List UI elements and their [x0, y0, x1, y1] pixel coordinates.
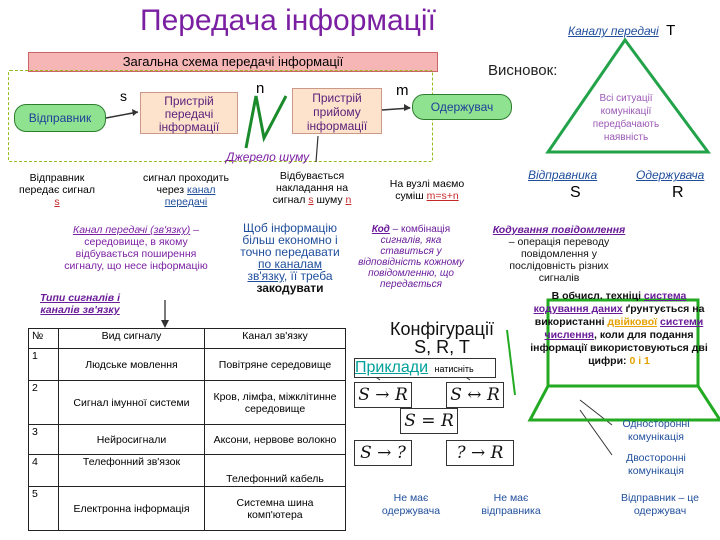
coding-def-line2: повідомлення у	[520, 248, 598, 260]
table-arrowhead	[161, 320, 169, 328]
sender-label: Відправник	[28, 111, 92, 125]
receiver-label: Одержувач	[430, 100, 494, 114]
triangle-s: S	[570, 184, 581, 201]
config-title	[382, 320, 502, 356]
step1-line1: Відправник	[29, 172, 85, 184]
click-hint: натисніть	[434, 364, 474, 374]
table-header-row	[29, 329, 346, 349]
step1-line2	[16, 184, 98, 208]
table-row	[29, 349, 346, 381]
transmitter-label: Пристрій передачі інформації	[158, 94, 220, 134]
step4-formula: m=s+n	[426, 190, 459, 202]
noise-label: Джерело шуму	[226, 150, 310, 164]
code-def-dash: – комбінація	[389, 224, 451, 235]
encode-line5-rest: , її треба	[283, 269, 333, 283]
config-green-line	[507, 330, 515, 395]
coding-def-line1: – операція переводу	[508, 236, 610, 248]
table-row	[29, 487, 346, 531]
symbol-t: T	[666, 22, 676, 39]
triangle-receiver: Одержувача	[636, 168, 705, 182]
channel-def-line4: сигналу, що несе інформацію	[64, 260, 208, 272]
table-row	[29, 425, 346, 455]
formula-q-to-r[interactable]: ? → R	[446, 440, 514, 466]
subtitle-text: Загальна схема передачі інформації	[122, 54, 344, 69]
signal-types-title: Типи сигналів і каналів зв'язку	[40, 292, 120, 316]
channel-link[interactable]: канал	[187, 184, 216, 196]
formula-s-both-r[interactable]: S ↔ R	[446, 382, 504, 408]
code-def-line1	[348, 224, 474, 235]
channel-def-dash: –	[190, 224, 199, 236]
header-channel: Канал зв'язку	[205, 329, 346, 349]
triangle-r: R	[672, 184, 684, 201]
step4-line2	[376, 190, 478, 202]
encode-line6: закодувати	[256, 281, 324, 295]
formula-s-to-q[interactable]: S → ?	[354, 440, 412, 466]
ct-p1: В обчисл. техніці	[551, 290, 644, 302]
step2-line1: сигнал проходить	[143, 172, 229, 184]
row-signal: Електронна інформація	[59, 487, 205, 531]
config-subtitle: S, R, T	[414, 337, 470, 357]
receiver-device-label: Пристрій прийому інформації	[306, 91, 368, 133]
encode-line1: Щоб інформацію	[242, 221, 338, 235]
step3-s: s	[308, 194, 314, 206]
row-num: 4	[29, 455, 59, 487]
code-def-line5: повідомленню, що	[368, 268, 454, 279]
symbol-s: s	[120, 88, 127, 104]
step3-mid: шуму	[313, 194, 346, 206]
row-num: 5	[29, 487, 59, 531]
symbol-n: n	[256, 80, 265, 97]
row-num: 3	[29, 425, 59, 455]
channel-def-title: Канал передачі (зв'язку)	[73, 224, 191, 236]
page-title: Передача інформації	[140, 4, 436, 37]
code-term: Код	[371, 224, 390, 235]
row-signal: Людське мовлення	[59, 349, 205, 381]
row-channel: Кров, лімфа, міжклітинне середовище	[205, 381, 346, 425]
examples-button[interactable]	[354, 358, 496, 378]
channel-label: Каналу передачі	[568, 24, 659, 38]
row-channel: Телефонний кабель	[205, 455, 346, 487]
code-def-line6: передається	[379, 279, 443, 290]
code-def-line4: відповідність кожному	[358, 257, 464, 268]
row-signal: Сигнал імунної системи	[59, 381, 205, 425]
code-def-line3: ставиться у	[380, 246, 442, 257]
channel-def-line1	[48, 224, 224, 236]
channel-definition	[48, 224, 224, 272]
encode-line2: більш економно і	[242, 233, 338, 247]
row-channel: Аксони, нервове волокно	[205, 425, 346, 455]
step3-line2: накладання на	[275, 182, 349, 194]
code-definition	[348, 224, 474, 290]
row-num: 1	[29, 349, 59, 381]
step-3	[262, 170, 362, 206]
row-channel: Повітряне середовище	[205, 349, 346, 381]
triangle-note: Всі ситуації комунікації передбачають наявність	[592, 93, 660, 143]
connection-link[interactable]: зв'язку	[247, 269, 284, 283]
step3-line3	[262, 194, 362, 206]
lightning-icon	[246, 96, 286, 148]
row-signal: Телефонний зв'язок	[59, 455, 205, 487]
row-signal: Нейросигнали	[59, 425, 205, 455]
header-num: №	[29, 329, 59, 349]
arrowhead-1	[132, 109, 138, 116]
coding-def-line3: послідовність різних	[509, 260, 609, 272]
arrowhead-2	[404, 104, 411, 111]
one-way-comm: Односторонні комунікація	[622, 418, 690, 443]
no-receiver-text: Не має одержувача	[381, 492, 441, 517]
step-2	[136, 172, 236, 208]
encode-text	[228, 222, 352, 294]
triangle-sender: Відправника	[528, 168, 598, 182]
noise-arrow	[316, 136, 318, 162]
same-text: Відправник – це одержувач	[620, 492, 700, 517]
coding-def-line4: сигналів	[538, 272, 580, 284]
row-channel: Системна шина комп'ютера	[205, 487, 346, 531]
step2-line3[interactable]: передачі	[164, 196, 208, 208]
table-row	[29, 455, 346, 487]
step3-line1: Відбувається	[279, 170, 345, 182]
channel-def-line3: відбувається поширення	[75, 248, 197, 260]
computer-tech-text	[526, 290, 712, 368]
encode-line3: точно передавати	[240, 245, 340, 259]
ct-number-system-link[interactable]: системи числення	[544, 316, 704, 341]
ct-system[interactable]: система	[643, 290, 687, 302]
step2-line2	[136, 184, 236, 196]
step4-line1: На вузлі маємо	[389, 178, 465, 190]
step1-symbol: s	[54, 196, 60, 208]
step-1	[16, 172, 98, 208]
symbol-m: m	[396, 82, 409, 99]
two-way-comm: Двосторонні комунікація	[626, 452, 686, 477]
ct-coding-link[interactable]: кодування даних	[533, 303, 623, 315]
no-sender-text: Не має відправника	[481, 492, 541, 517]
step2-prefix: через	[156, 184, 188, 196]
step3-prefix: сигнал	[272, 194, 309, 206]
coding-term: Кодування повідомлення	[492, 224, 626, 236]
formula-s-eq-r[interactable]: S = R	[400, 408, 458, 434]
channel-def-line2: середовище, в якому	[84, 236, 188, 248]
step3-n: n	[345, 194, 352, 206]
row-num: 2	[29, 381, 59, 425]
header-signal: Вид сигналу	[59, 329, 205, 349]
ct-digits: 0 і 1	[629, 355, 650, 367]
step1-prefix: передає сигнал	[19, 184, 95, 196]
step4-prefix: суміш	[395, 190, 427, 202]
examples-label[interactable]: Приклади	[355, 359, 429, 376]
ct-p3: ґрунтується на використанні	[534, 303, 705, 328]
ct-binary[interactable]: двійкової	[607, 316, 658, 328]
step-4	[376, 178, 478, 202]
conclusion-label: Висновок:	[488, 62, 558, 79]
config-title-text: Конфігурації	[390, 319, 494, 339]
table-row	[29, 381, 346, 425]
formula-s-to-r[interactable]: S → R	[354, 382, 412, 408]
code-def-line2: сигналів, яка	[380, 235, 442, 246]
coding-definition	[476, 224, 642, 284]
encode-line4[interactable]: по каналам	[258, 257, 322, 271]
ct-p5: , коли для подання інформації використовуються дві цифри:	[530, 329, 708, 367]
signal-types-table	[28, 328, 346, 531]
